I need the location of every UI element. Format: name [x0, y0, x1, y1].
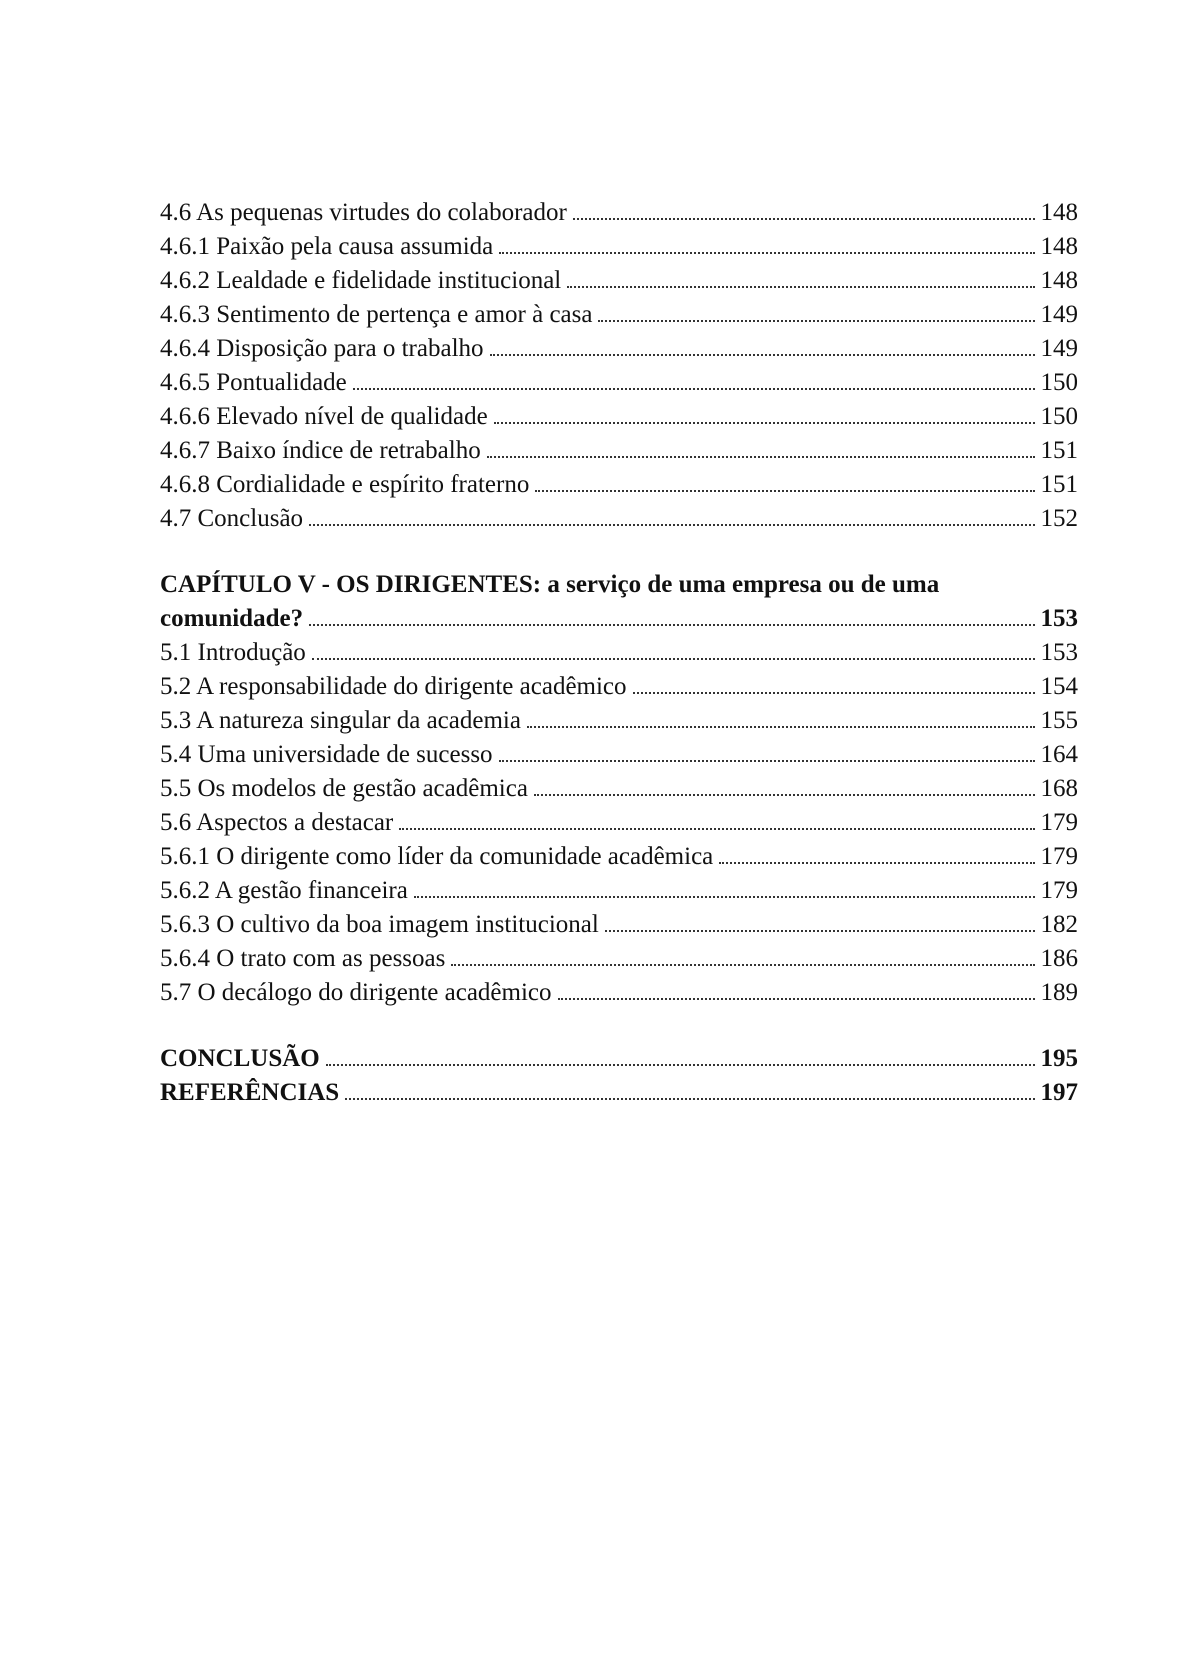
toc-entry-label: 4.6.6 Elevado nível de qualidade — [160, 403, 488, 430]
toc-entry[interactable] — [160, 366, 1078, 400]
toc-entry-label: 4.6.7 Baixo índice de retrabalho — [160, 437, 481, 464]
toc-entry-page: 189 — [1040, 979, 1078, 1006]
toc-entry-label: 5.1 Introdução — [160, 639, 306, 666]
toc-entry-page: 154 — [1040, 673, 1078, 700]
dot-leader — [633, 692, 1035, 694]
toc-entry-page: 150 — [1040, 403, 1078, 430]
toc-entry-label: 5.5 Os modelos de gestão acadêmica — [160, 775, 528, 802]
toc-entry-label: 4.6.2 Lealdade e fidelidade institucional — [160, 267, 562, 294]
toc-entry-page: 149 — [1040, 335, 1078, 362]
dot-leader — [309, 524, 1034, 526]
toc-entry-label: 4.6.5 Pontualidade — [160, 369, 347, 396]
toc-entry-page: 168 — [1040, 775, 1078, 802]
toc-entry-page: 153 — [1040, 605, 1078, 632]
toc-entry-page: 148 — [1040, 267, 1078, 294]
toc-entry[interactable] — [160, 400, 1078, 434]
toc-entry-page: 195 — [1040, 1045, 1078, 1072]
toc-entry[interactable] — [160, 874, 1078, 908]
toc-entry-page: 153 — [1040, 639, 1078, 666]
dot-leader — [558, 998, 1035, 1000]
toc-entry[interactable] — [160, 636, 1078, 670]
dot-leader — [309, 624, 1034, 626]
toc-entry[interactable] — [160, 602, 1078, 636]
dot-leader — [353, 388, 1035, 390]
toc-entry-page: 164 — [1040, 741, 1078, 768]
toc-entry[interactable] — [160, 332, 1078, 366]
toc-entry-page: 152 — [1040, 505, 1078, 532]
toc-entry-page: 182 — [1040, 911, 1078, 938]
dot-leader — [490, 354, 1035, 356]
toc-entry-page: 149 — [1040, 301, 1078, 328]
toc-entry-label: 5.6.1 O dirigente como líder da comunidade acadêmica — [160, 843, 714, 870]
toc-entry[interactable] — [160, 908, 1078, 942]
toc-entry[interactable] — [160, 434, 1078, 468]
toc-entry-label: 4.6 As pequenas virtudes do colaborador — [160, 199, 567, 226]
dot-leader — [451, 964, 1034, 966]
dot-leader — [719, 862, 1034, 864]
dot-leader — [535, 490, 1034, 492]
table-of-contents — [160, 196, 1078, 1110]
toc-section-4 — [160, 196, 1078, 536]
chapter-title-continuation: comunidade? — [160, 605, 304, 632]
toc-entry-label: 4.6.4 Disposição para o trabalho — [160, 335, 484, 362]
toc-entry-page: 179 — [1040, 877, 1078, 904]
dot-leader — [487, 456, 1035, 458]
toc-entry-page: 179 — [1040, 809, 1078, 836]
toc-entry[interactable] — [160, 670, 1078, 704]
toc-entry[interactable] — [160, 704, 1078, 738]
dot-leader — [399, 828, 1034, 830]
toc-entry-label: 4.7 Conclusão — [160, 505, 304, 532]
toc-entry[interactable] — [160, 772, 1078, 806]
toc-entry-label: REFERÊNCIAS — [160, 1079, 340, 1106]
toc-entry[interactable] — [160, 976, 1078, 1010]
toc-entry-label: 4.6.1 Paixão pela causa assumida — [160, 233, 494, 260]
dot-leader — [499, 252, 1034, 254]
toc-entry-page: 148 — [1040, 199, 1078, 226]
chapter-title[interactable]: CAPÍTULO V - OS DIRIGENTES: a serviço de uma empresa ou de uma — [160, 571, 940, 598]
toc-entry-label: CONCLUSÃO — [160, 1045, 320, 1072]
toc-entry[interactable] — [160, 502, 1078, 536]
dot-leader — [312, 658, 1035, 660]
toc-entry-page: 151 — [1040, 471, 1078, 498]
toc-entry-label: 4.6.8 Cordialidade e espírito fraterno — [160, 471, 530, 498]
toc-entry-label: 5.6.3 O cultivo da boa imagem institucional — [160, 911, 599, 938]
toc-back-matter — [160, 1042, 1078, 1110]
toc-entry[interactable] — [160, 806, 1078, 840]
dot-leader — [598, 320, 1034, 322]
dot-leader — [605, 930, 1035, 932]
toc-entry-references[interactable] — [160, 1076, 1078, 1110]
toc-entry-label: 5.6.4 O trato com as pessoas — [160, 945, 446, 972]
toc-entry-page: 155 — [1040, 707, 1078, 734]
toc-entry[interactable] — [160, 468, 1078, 502]
toc-entry-page: 150 — [1040, 369, 1078, 396]
toc-entry-label: 5.4 Uma universidade de sucesso — [160, 741, 493, 768]
toc-entry-page: 148 — [1040, 233, 1078, 260]
dot-leader — [499, 760, 1035, 762]
toc-entry[interactable] — [160, 298, 1078, 332]
toc-entry[interactable] — [160, 196, 1078, 230]
toc-entry-label: 5.7 O decálogo do dirigente acadêmico — [160, 979, 552, 1006]
toc-entry-page: 197 — [1040, 1079, 1078, 1106]
toc-entry[interactable] — [160, 230, 1078, 264]
dot-leader — [567, 286, 1034, 288]
toc-entry-label: 5.6 Aspectos a destacar — [160, 809, 394, 836]
toc-entry[interactable] — [160, 942, 1078, 976]
toc-entry[interactable] — [160, 738, 1078, 772]
toc-entry-page: 186 — [1040, 945, 1078, 972]
dot-leader — [414, 896, 1035, 898]
toc-entry-label: 4.6.3 Sentimento de pertença e amor à casa — [160, 301, 593, 328]
toc-entry[interactable] — [160, 264, 1078, 298]
toc-entry-conclusion[interactable] — [160, 1042, 1078, 1076]
dot-leader — [527, 726, 1035, 728]
toc-section-5 — [160, 568, 1078, 1010]
dot-leader — [573, 218, 1035, 220]
dot-leader — [534, 794, 1035, 796]
toc-entry[interactable] — [160, 840, 1078, 874]
toc-entry-page: 151 — [1040, 437, 1078, 464]
dot-leader — [494, 422, 1035, 424]
toc-entry-page: 179 — [1040, 843, 1078, 870]
toc-entry-label: 5.6.2 A gestão financeira — [160, 877, 408, 904]
toc-entry-label: 5.2 A responsabilidade do dirigente acadêmico — [160, 673, 627, 700]
toc-entry-label: 5.3 A natureza singular da academia — [160, 707, 521, 734]
dot-leader — [345, 1098, 1034, 1100]
dot-leader — [326, 1064, 1035, 1066]
